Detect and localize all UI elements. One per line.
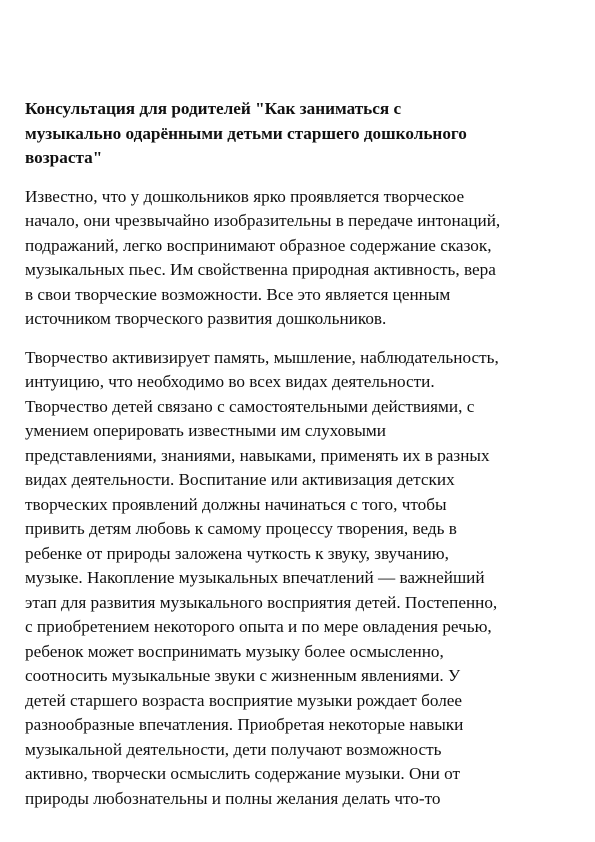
- text-line: видах деятельности. Воспитание или активизация детских: [25, 470, 455, 489]
- title-line: возраста": [25, 148, 103, 167]
- title-line: Консультация для родителей "Как заниматься с: [25, 99, 402, 118]
- text-line: в свои творческие возможности. Все это является ценным: [25, 284, 451, 304]
- text-line: ребенке от природы заложена чуткость к звуку, звучанию,: [25, 543, 449, 563]
- text-line: детей старшего возраста восприятие музыки рождает более: [25, 690, 463, 710]
- text-line: с приобретением некоторого опыта и по мере овладения речью,: [25, 617, 492, 636]
- text-line: представлениями, знаниями, навыками, применять их в разных: [25, 445, 490, 465]
- text-line: музыке. Накопление музыкальных впечатлений — важнейший: [25, 568, 485, 587]
- title-line: музыкально одарёнными детьми старшего дошкольного: [25, 123, 467, 143]
- text-line: разнообразные впечатления. Приобретая некоторые навыки: [25, 715, 464, 734]
- text-line: Творчество детей связано с самостоятельными действиями, с: [25, 396, 475, 416]
- text-line: творческих проявлений должны начинаться с того, чтобы: [25, 494, 447, 514]
- text-line: умением оперировать известными им слуховыми: [25, 421, 386, 440]
- text-line: этап для развития музыкального восприятия детей. Постепенно,: [25, 592, 498, 612]
- text-line: Известно, что у дошкольников ярко проявляется творческое: [25, 186, 465, 206]
- document-title: [25, 97, 577, 171]
- text-line: природы любознательны и полны желания делать что-то: [25, 788, 441, 808]
- text-line: интуицию, что необходимо во всех видах деятельности.: [25, 372, 435, 391]
- text-line: подражаний, легко воспринимают образное содержание сказок,: [25, 235, 492, 255]
- text-line: музыкальной деятельности, дети получают возможность: [25, 739, 442, 759]
- text-line: музыкальных пьес. Им свойственна природная активность, вера: [25, 260, 496, 279]
- text-line: привить детям любовь к самому процессу творения, ведь в: [25, 519, 457, 538]
- text-line: активно, творчески осмыслить содержание музыки. Они от: [25, 764, 460, 783]
- paragraph-creativity: [25, 346, 577, 812]
- text-line: соотносить музыкальные звуки с жизненным явлениями. У: [25, 666, 461, 685]
- paragraph-intro: [25, 185, 577, 332]
- text-line: источником творческого развития дошкольников.: [25, 309, 387, 328]
- text-line: Творчество активизирует память, мышление, наблюдательность,: [25, 347, 499, 367]
- text-line: ребенок может воспринимать музыку более осмысленно,: [25, 641, 444, 661]
- document-page: [25, 97, 577, 825]
- text-line: начало, они чрезвычайно изобразительны в передаче интонаций,: [25, 211, 501, 230]
